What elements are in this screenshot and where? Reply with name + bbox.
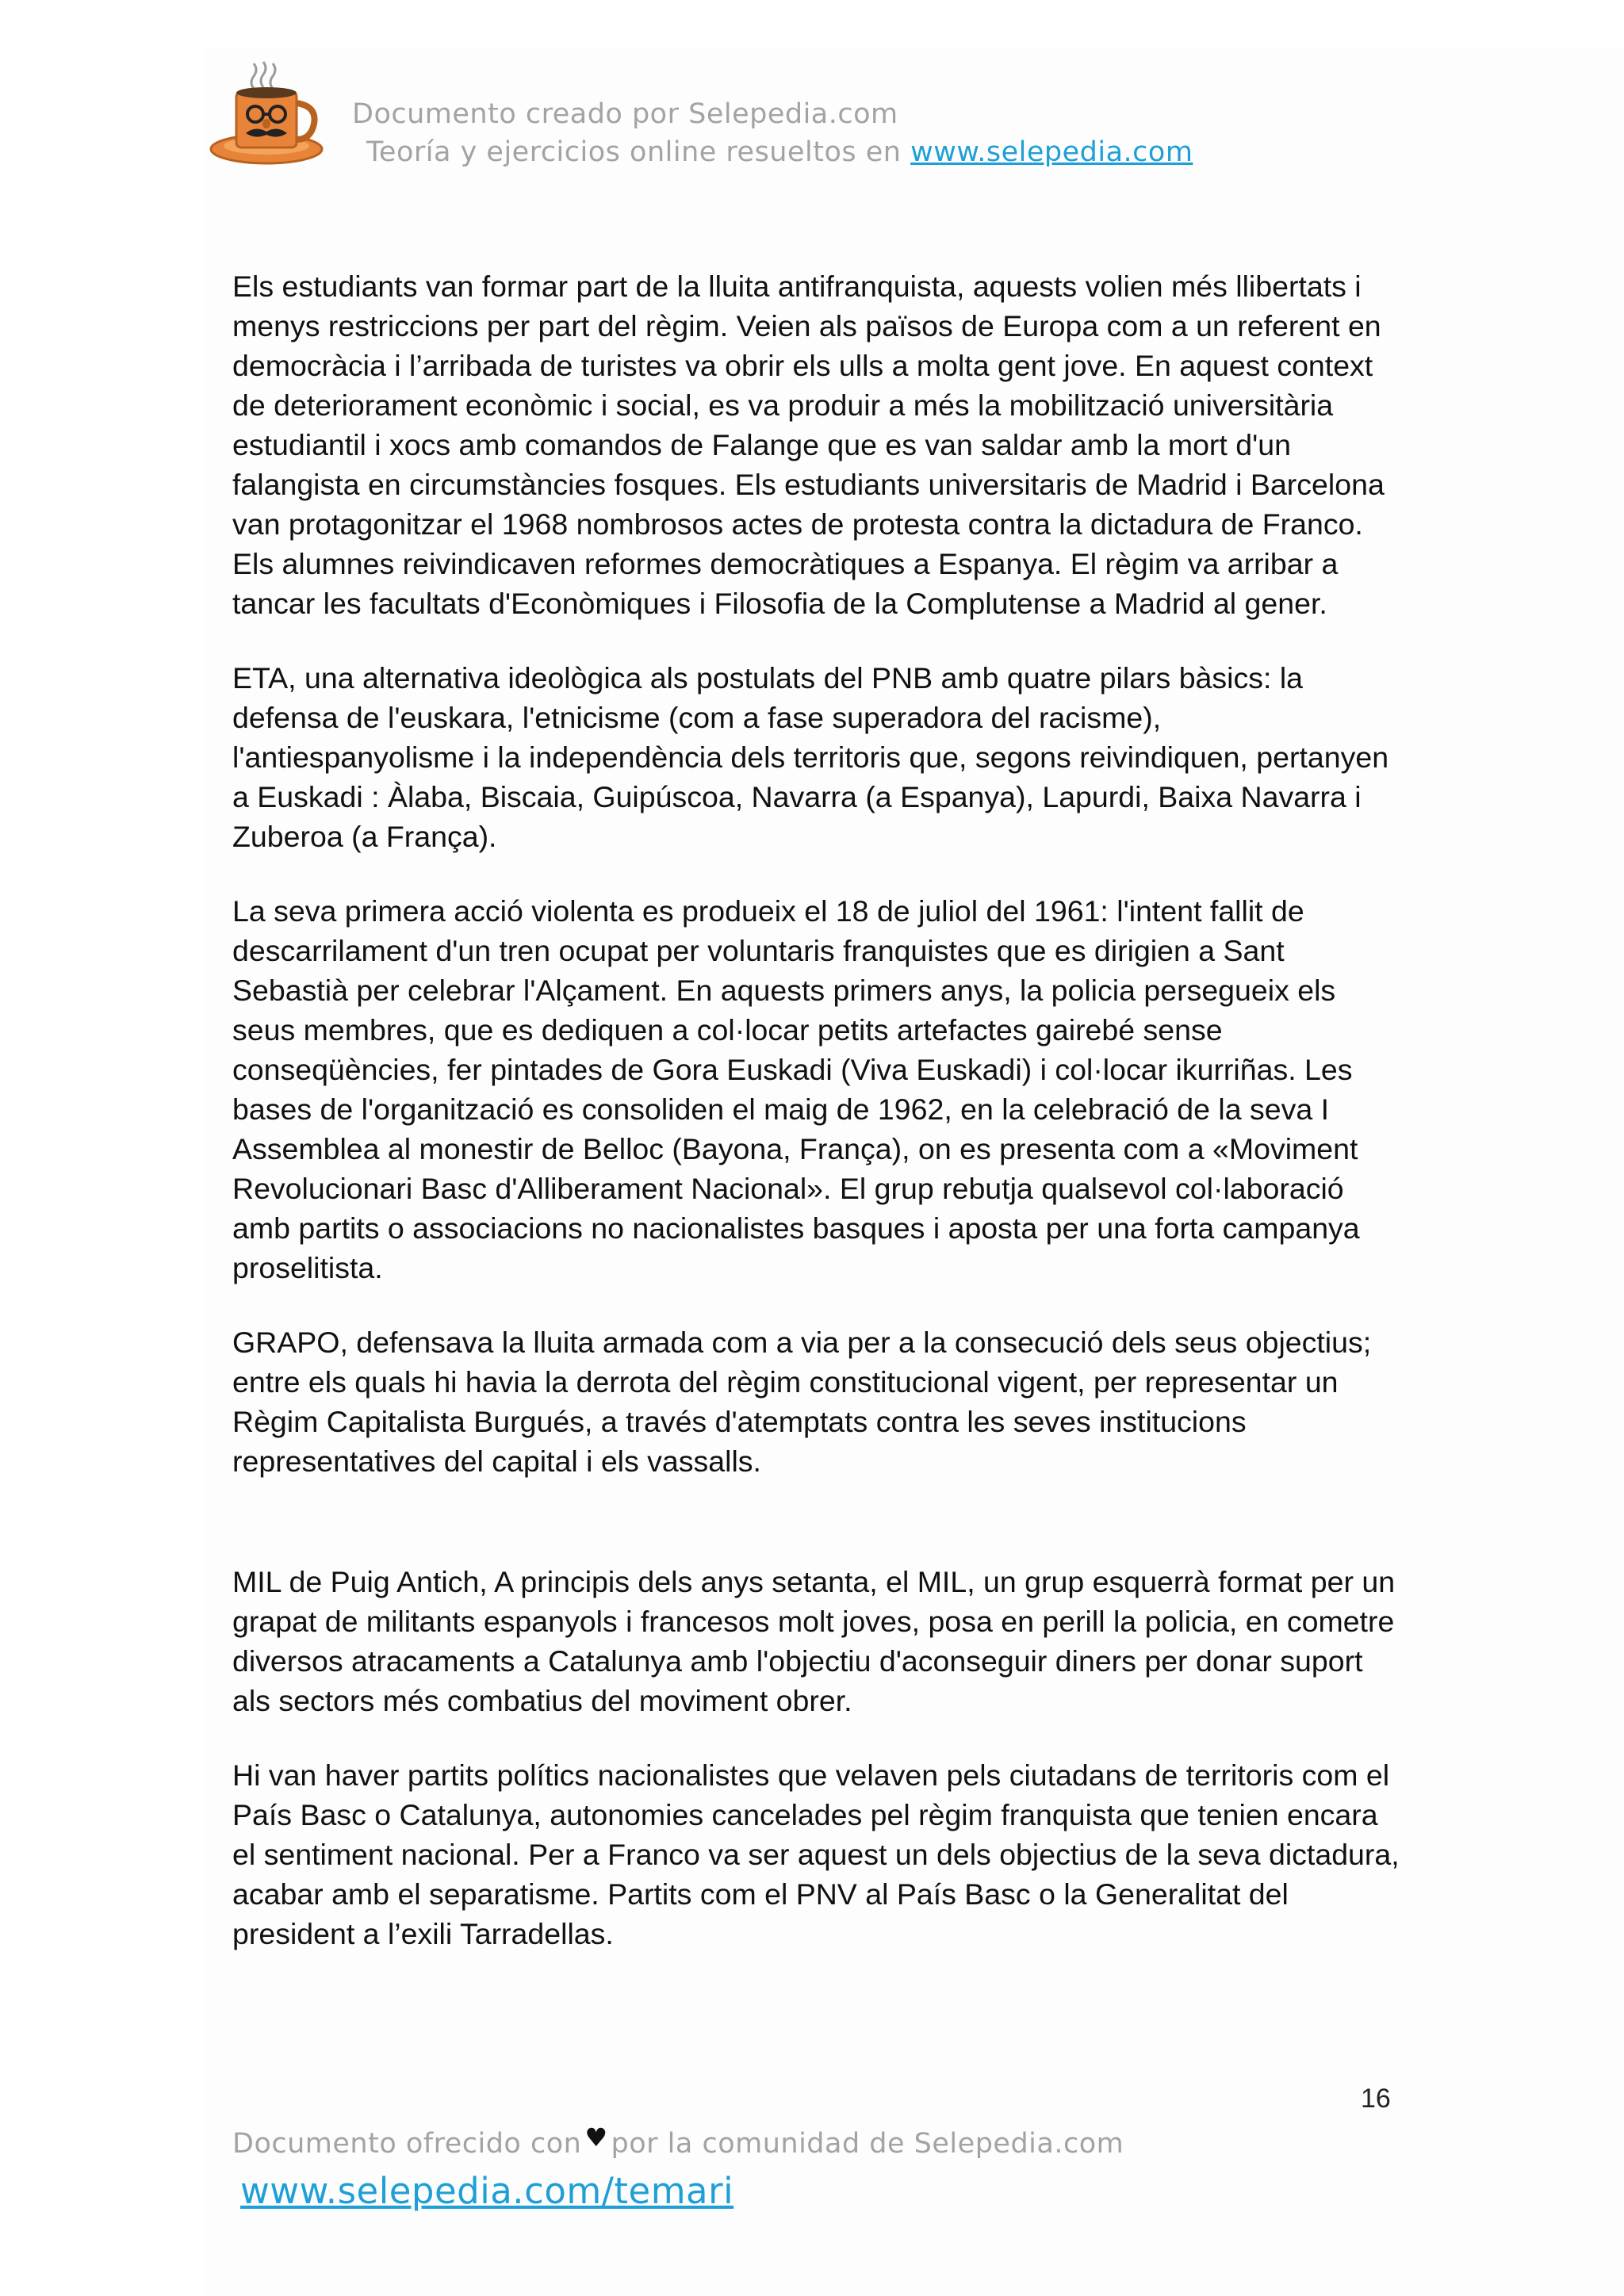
page-header (205, 55, 1315, 182)
header-title: Documento creado por Selepedia.com (352, 98, 898, 130)
footer-text (232, 2117, 1124, 2164)
selepedia-logo-icon (205, 55, 331, 174)
footer-temari-link[interactable]: www.selepedia.com/temari (240, 2170, 734, 2212)
header-subtitle-text: Teoría y ejercicios online resueltos en (366, 136, 911, 168)
footer-text-suffix: por la comunidad de Selepedia.com (611, 2128, 1124, 2160)
footer-text-prefix: Documento ofrecido con (232, 2128, 582, 2160)
paragraph-eta: ETA, una alternativa ideològica als postulats del PNB amb quatre pilars bàsics: la defensa de l'euskara, l'etnicisme (com a fase superadora del racisme), l'antiespanyolisme i la independència dels territoris que, segons reivindiquen, pertanyen a Euskadi : Àlaba, Biscaia, Guipúscoa, Navarra (a Espanya), Lapurdi, Baixa Navarra i Zuberoa (a França). (232, 661, 1389, 853)
paragraph-nationalist-parties: Hi van haver partits polítics nacionalistes que velaven pels ciutadans de territoris com el País Basc o Catalunya, autonomies cancelades pel règim franquista que tenien encara el sentiment nacional. Per a Franco va ser aquest un dels objectius de la seva dictadura, acabar amb el separatisme. Partits com el PNV al País Basc o la Generalitat del president a l’exili Tarradellas. (232, 1758, 1400, 1950)
header-text (352, 95, 1193, 171)
header-subtitle (352, 133, 1193, 171)
paragraph-eta-history: La seva primera acció violenta es produeix el 18 de juliol del 1961: l'intent fallit de descarrilament d'un tren ocupat per voluntaris franquistes que es dirigien a Sant Sebastià per celebrar l'Alçament. En aquests primers anys, la policia persegueix els seus membres, que es dediquen a col·locar petits artefactes gairebé sense conseqüències, fer pintades de Gora Euskadi (Viva Euskadi) i col·locar ikurriñas. Les bases de l'organització es consoliden el maig de 1962, en la celebració de la seva I Assemblea al monestir de Belloc (Bayona, França), on es presenta com a «Moviment Revolucionari Basc d'Alliberament Nacional». El grup rebutja qualsevol col·laboració amb partits o associacions no nacionalistes basques i aposta per una forta campanya proselitista. (232, 894, 1360, 1284)
document-body (232, 266, 1406, 1988)
paragraph-grapo: GRAPO, defensava la lluita armada com a via per a la consecució dels seus objectius; entre els quals hi havia la derrota del règim constitucional vigent, per representar un Règim Capitalista Burgués, a través d'atemptats contra les seves institucions representatives del capital i els vassalls. (232, 1326, 1372, 1478)
paragraph-mil: MIL de Puig Antich, A principis dels anys setanta, el MIL, un grup esquerrà format per un grapat de militants espanyols i francesos molt joves, posa en perill la policia, en cometre diversos atracaments a Catalunya amb l'objectiu d'aconseguir diners per donar suport als sectors més combatius del moviment obrer. (232, 1565, 1396, 1717)
header-website-link[interactable]: www.selepedia.com (910, 136, 1193, 168)
paragraph-students: Els estudiants van formar part de la lluita antifranquista, aquests volien més llibertats i menys restriccions per part del règim. Veien als països de Europa com a un referent en democràcia i l’arribada de turistes va obrir els ulls a molta gent jove. En aquest context de deteriorament econòmic i social, es va produir a més la mobilització universitària estudiantil i xocs amb comandos de Falange que es van saldar amb la mort d'un falangista en circumstàncies fosques. Els estudiants universitaris de Madrid i Barcelona van protagonitzar el 1968 nombrosos actes de protesta contra la dictadura de Franco. Els alumnes reivindicaven reformes democràtiques a Espanya. El règim va arribar a tancar les facultats d'Econòmiques i Filosofia de la Complutense a Madrid al gener. (232, 270, 1385, 620)
page-number: 16 (1361, 2084, 1391, 2114)
page-footer (232, 2117, 1124, 2215)
heart-icon: ♥ (584, 2122, 608, 2152)
